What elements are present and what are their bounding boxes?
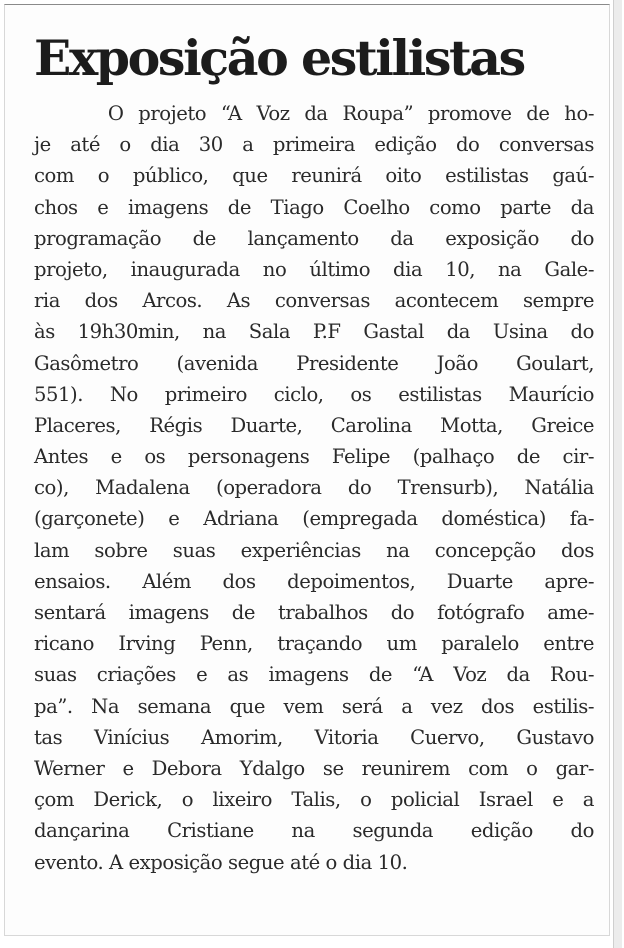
article-headline: Exposição estilistas [34,29,524,87]
article-line: sentará imagens de trabalhos do fotógrafo ame- [34,601,594,624]
article-line: Antes e os personagens Felipe (palhaço de cir- [34,445,594,469]
article-line: çom Derick, o lixeiro Talis, o policial Israel e a [34,788,594,812]
article-line: je até o dia 30 a primeira edição do conversas [34,133,594,157]
article-line: programação de lançamento da exposição do [34,226,594,250]
article-line: ricano Irving Penn, traçando um paralelo entre [34,632,594,656]
article-line: evento. A exposição segue até o dia 10. [34,850,408,874]
article-line: chos e imagens de Tiago Coelho como parte da [34,195,594,219]
article-line: Werner e Debora Ydalgo se reunirem com o gar- [34,756,594,780]
article-line: O projeto “A Voz da Roupa” promove de ho- [34,102,594,125]
article-line: (garçonete) e Adriana (empregada doméstica) fa- [34,507,594,531]
article-line: ensaios. Além dos depoimentos, Duarte apre- [34,569,594,593]
article-line: 551). No primeiro ciclo, os estilistas Maurício [34,382,594,406]
article-line: tas Vinícius Amorim, Vitoria Cuervo, Gustavo [34,725,594,749]
article-line: ria dos Arcos. As conversas acontecem sempre [34,289,594,313]
adjacent-column-edge [613,0,622,948]
article-line: projeto, inaugurada no último dia 10, na Gale- [34,257,594,281]
article-line: às 19h30min, na Sala P.F Gastal da Usina do [34,320,594,344]
article-line: lam sobre suas experiências na concepção dos [34,538,594,562]
article-line: Placeres, Régis Duarte, Carolina Motta, Greice [34,413,594,437]
article-line: co), Madalena (operadora do Trensurb), Natália [34,476,594,500]
article-body [34,98,594,878]
article-line: com o público, que reunirá oito estilistas gaú- [34,164,594,188]
article-line: pa”. Na semana que vem será a vez dos estilis- [34,694,594,718]
article-line: suas criações e as imagens de “A Voz da Rou- [34,663,594,687]
article-line: Gasômetro (avenida Presidente João Goulart, [34,351,594,375]
article-line: dançarina Cristiane na segunda edição do [34,819,594,843]
